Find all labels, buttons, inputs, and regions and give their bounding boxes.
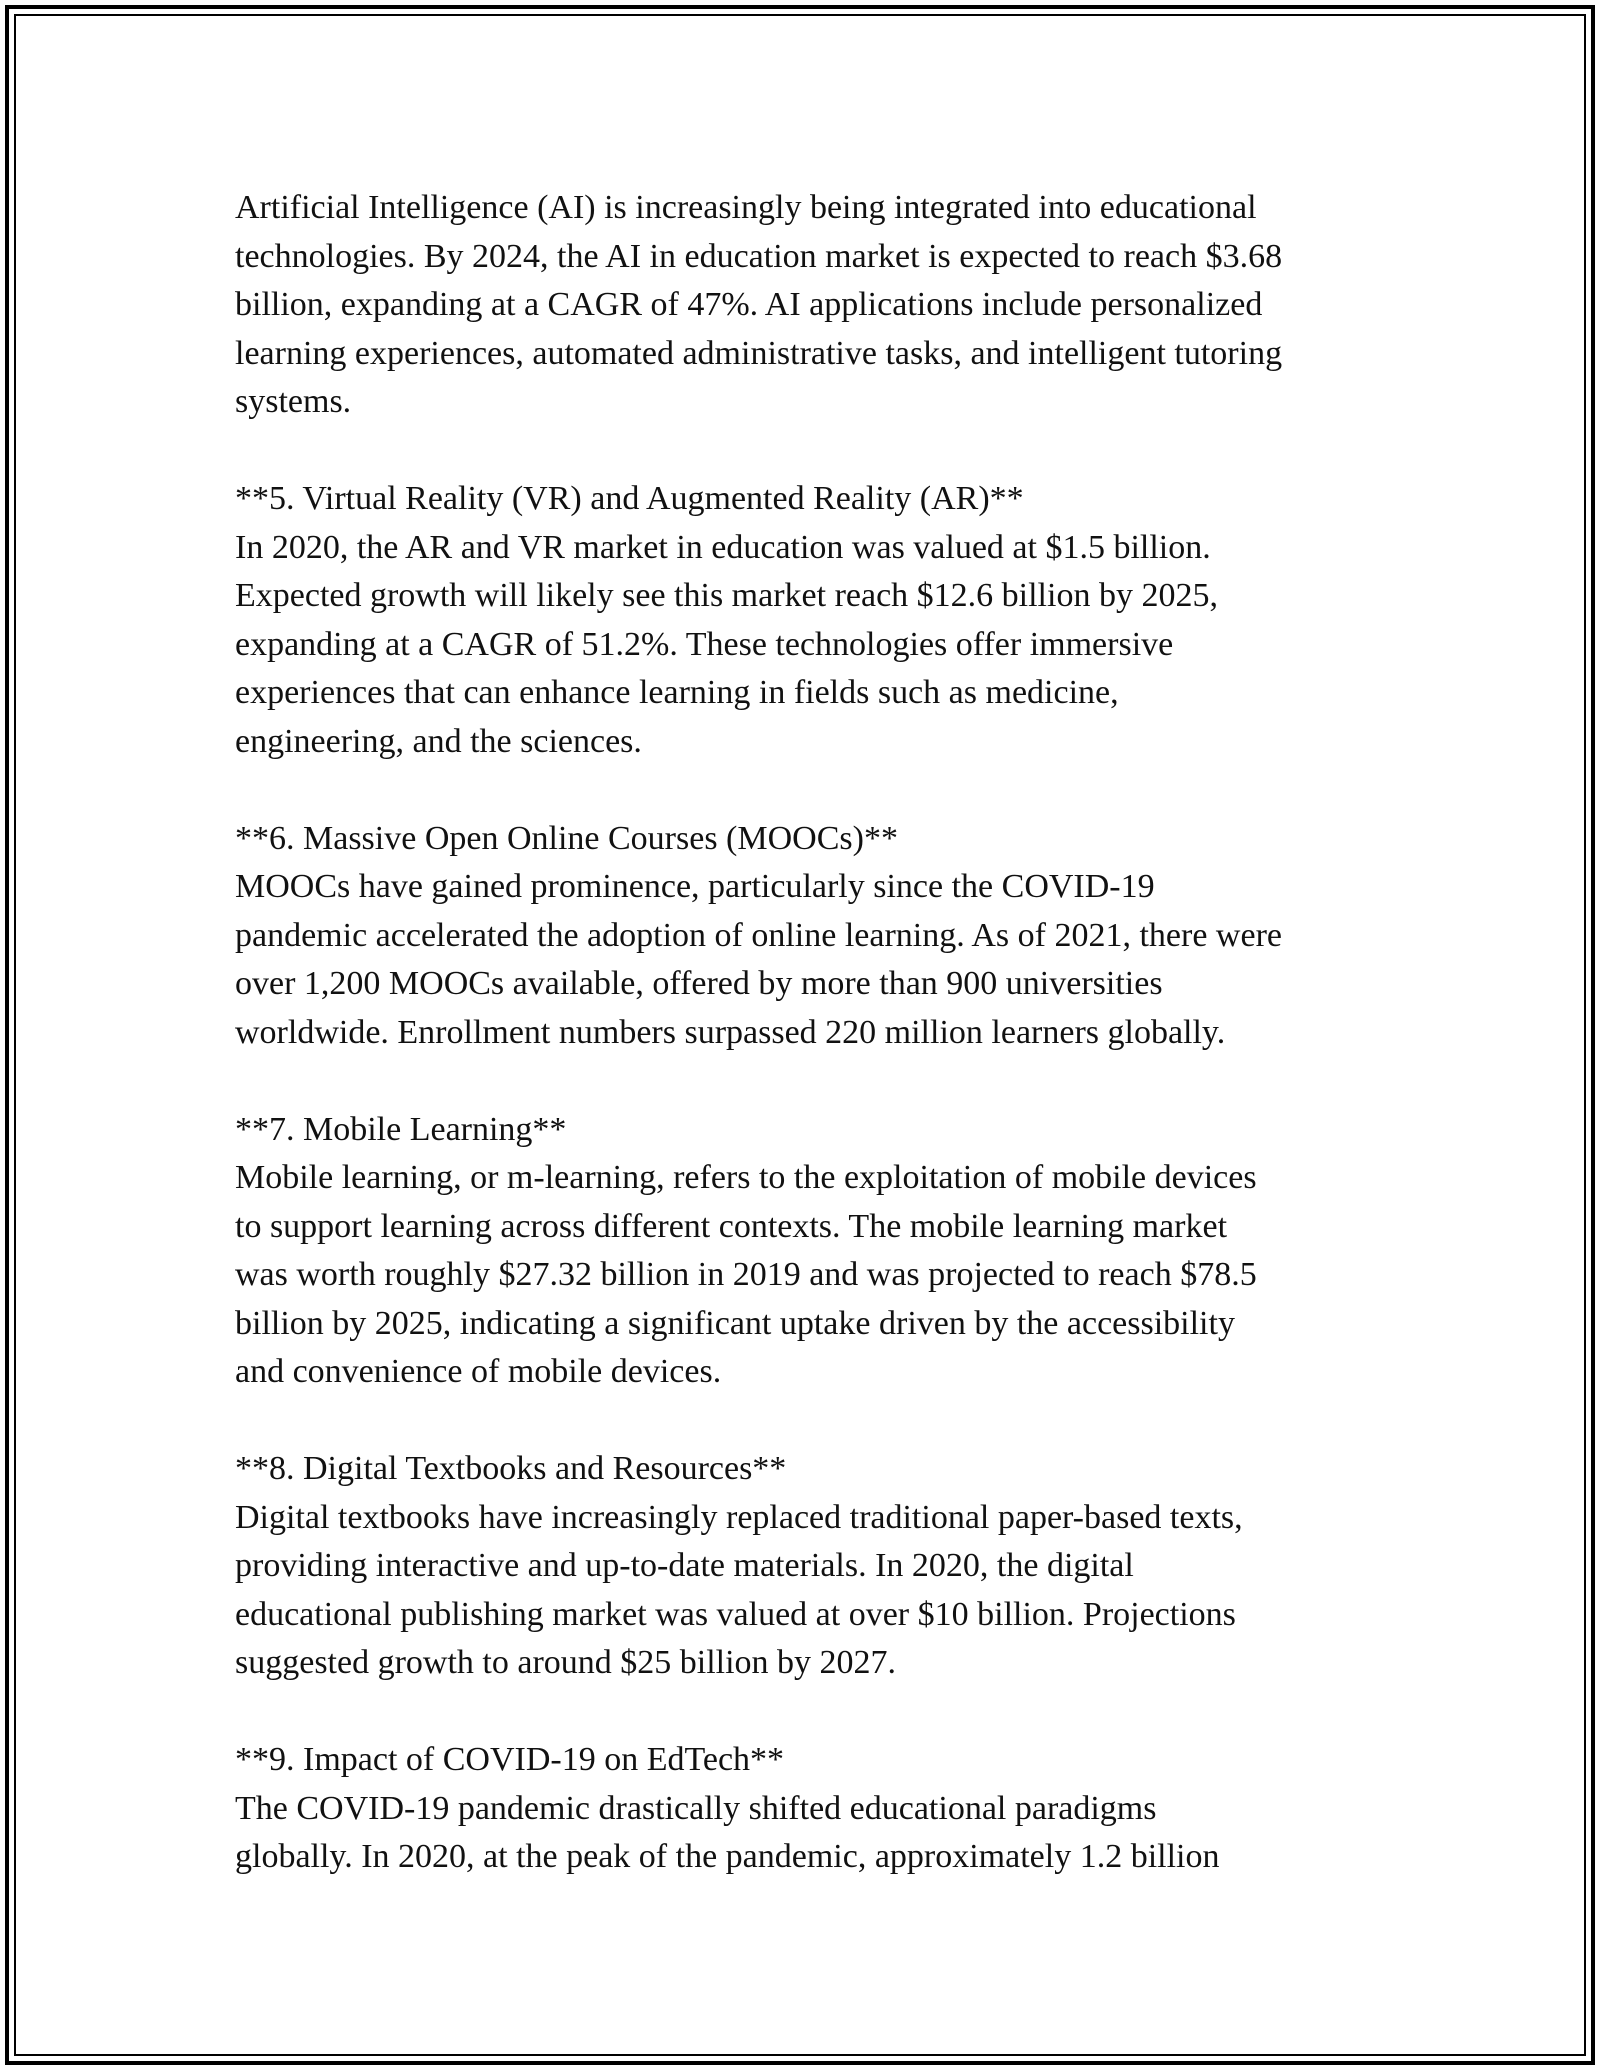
section-heading: **8. Digital Textbooks and Resources**	[235, 1450, 787, 1487]
section-heading: **6. Massive Open Online Courses (MOOCs)**	[235, 819, 898, 857]
section-heading: **7. Mobile Learning**	[235, 1110, 567, 1148]
intro-paragraph: Artificial Intelligence (AI) is increasingly being integrated into educational technologies. By 2024, the AI in education market is expected to reach $3.68 billion, expanding at a CAGR of 47%. AI applications include personalized learning experiences, automated administrative tasks, and intelligent tutoring systems.	[235, 189, 1283, 420]
document-body	[235, 184, 1395, 1930]
section-moocs	[235, 815, 1395, 1058]
section-covid-impact	[235, 1736, 1395, 1882]
section-paragraph: Mobile learning, or m-learning, refers to the exploitation of mobile devices to support learning across different contexts. The mobile learning market was worth roughly $27.32 billion in 2019 and was projected to reach $78.5 billion by 2025, indicating a significant uptake driven by the accessibility and convenience of mobile devices.	[235, 1159, 1257, 1390]
section-heading: **9. Impact of COVID-19 on EdTech**	[235, 1741, 785, 1778]
section-digital-textbooks	[235, 1445, 1395, 1688]
section-paragraph: The COVID-19 pandemic drastically shifted educational paradigms globally. In 2020, at the peak of the pandemic, approximately 1.2 billion	[235, 1789, 1220, 1875]
intro-section	[235, 184, 1395, 427]
section-paragraph: MOOCs have gained prominence, particularly since the COVID-19 pandemic accelerated the adoption of online learning. As of 2021, there were over 1,200 MOOCs available, offered by more than 900 universities worldwide. Enrollment numbers surpassed 220 million learners globally.	[235, 868, 1282, 1051]
section-paragraph: In 2020, the AR and VR market in education was valued at $1.5 billion. Expected growth will likely see this market reach $12.6 billion by 2025, expanding at a CAGR of 51.2%. These technologies offer immersive experiences that can enhance learning in fields such as medicine, engineering, and the sciences.	[235, 528, 1218, 760]
section-heading: **5. Virtual Reality (VR) and Augmented Reality (AR)**	[235, 480, 1024, 517]
section-mobile-learning	[235, 1106, 1395, 1397]
section-vr-ar	[235, 475, 1395, 766]
section-paragraph: Digital textbooks have increasingly replaced traditional paper-based texts, providing interactive and up-to-date materials. In 2020, the digital educational publishing market was valued at over $10 billion. Projections suggested growth to around $25 billion by 2027.	[235, 1498, 1243, 1681]
